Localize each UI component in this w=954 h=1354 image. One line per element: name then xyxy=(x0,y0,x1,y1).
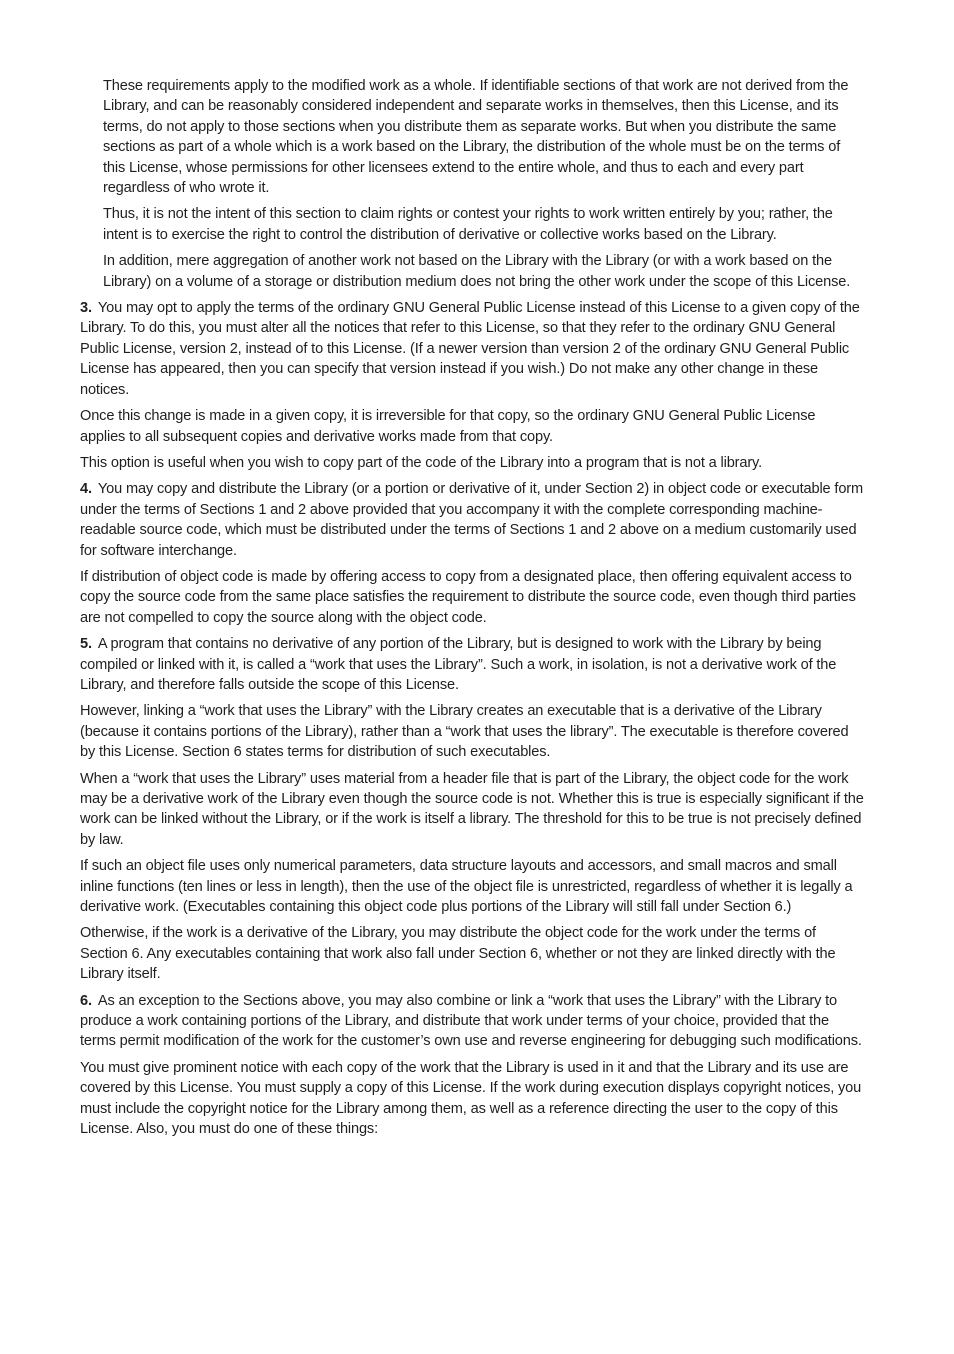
paragraph-11: When a “work that uses the Library” uses material from a header file that is part of the Library, the object code for the work may be a derivative work of the Library even though the source code is not. Whether this is true is especially significant if the work can be linked without the Library, or if the work is itself a library. The threshold for this to be true is not precisely defined by law. xyxy=(80,770,864,848)
paragraph-1: These requirements apply to the modified work as a whole. If identifiable sections of that work are not derived from the Library, and can be reasonably considered independent and separate works in themselves, then this License, and its terms, do not apply to those sections when you distribute them as separate works. But when you distribute the same sections as part of a whole which is a work based on the Library, the distribution of the whole must be on the terms of this License, whose permissions for other licensees extend to the entire whole, and thus to each and every part regardless of who wrote it. xyxy=(103,78,849,197)
paragraph-13: Otherwise, if the work is a derivative of the Library, you may distribute the object code for the work under the terms of Section 6. Any executables containing that work also fall under Section 6, whether or not they are linked directly with the Library itself. xyxy=(80,925,836,983)
paragraph-3: In addition, mere aggregation of another work not based on the Library with the Library (or with a work based on the Library) on a volume of a storage or distribution medium does not bring the other work under the scope of this License. xyxy=(103,253,851,290)
section-number-3: 3. xyxy=(80,300,92,317)
paragraph-8: If distribution of object code is made by offering access to copy from a designated place, then offering equivalent access to copy the source code from the same place satisfies the requirement to distribute the source code, even though third parties are not compelled to copy the source along with the object code. xyxy=(80,568,856,626)
paragraph-10: However, linking a “work that uses the Library” with the Library creates an executable that is a derivative of the Library (because it contains portions of the Library), rather than a “work that uses the library”. The executable is therefore covered by this License. Section 6 states terms for distribution of such executables. xyxy=(80,703,849,761)
section-5-paragraph: 5. A program that contains no derivative of any portion of the Library, but is designed to work with the Library by being compiled or linked with it, is called a “work that uses the Library”. Such a work, in isolation, is not a derivative work of the Library, and therefore falls outside the scope of this License. xyxy=(80,636,837,693)
document-body xyxy=(80,76,864,1146)
section-3-paragraph: 3. You may opt to apply the terms of the ordinary GNU General Public License instead of this License to a given copy of the Library. To do this, you must alter all the notices that refer to this License, so that they refer to the ordinary GNU General Public License, version 2, instead of to this License. (If a newer version than version 2 of the ordinary GNU General Public License has appeared, then you can specify that version instead if you wish.) Do not make any other change in these notices. xyxy=(80,300,860,398)
paragraph-6: This option is useful when you wish to copy part of the code of the Library into a program that is not a library. xyxy=(80,454,763,471)
paragraph-2: Thus, it is not the intent of this section to claim rights or contest your rights to work written entirely by you; rather, the intent is to exercise the right to control the distribution of derivative or collective works based on the Library. xyxy=(103,206,833,243)
section-6-paragraph: 6. As an exception to the Sections above, you may also combine or link a “work that uses the Library” with the Library to produce a work containing portions of the Library, and distribute that work under terms of your choice, provided that the terms permit modification of the work for the customer’s own use and reverse engineering for debugging such modifications. xyxy=(80,992,862,1050)
paragraph-12: If such an object file uses only numerical parameters, data structure layouts and accessors, and small macros and small inline functions (ten lines or less in length), then the use of the object file is unrestricted, regardless of whether it is legally a derivative work. (Executables containing this object code plus portions of the Library will still fall under Section 6.) xyxy=(80,858,853,916)
section-number-6: 6. xyxy=(80,992,92,1009)
paragraph-15: You must give prominent notice with each copy of the work that the Library is used in it and that the Library and its use are covered by this License. You must supply a copy of this License. If the work during execution displays copyright notices, you must include the copyright notice for the Library among them, as well as a reference directing the user to the copy of this License. Also, you must do one of these things: xyxy=(80,1059,862,1138)
section-number-4: 4. xyxy=(80,481,92,498)
section-4-paragraph: 4. You may copy and distribute the Library (or a portion or derivative of it, under Section 2) in object code or executable form under the terms of Sections 1 and 2 above provided that you accompany it with the complete corresponding machine-readable source code, which must be distributed under the terms of Sections 1 and 2 above on a medium customarily used for software interchange. xyxy=(80,481,864,559)
paragraph-5: Once this change is made in a given copy, it is irreversible for that copy, so the ordinary GNU General Public License applies to all subsequent copies and derivative works made from that copy. xyxy=(80,408,816,445)
section-number-5: 5. xyxy=(80,636,92,653)
